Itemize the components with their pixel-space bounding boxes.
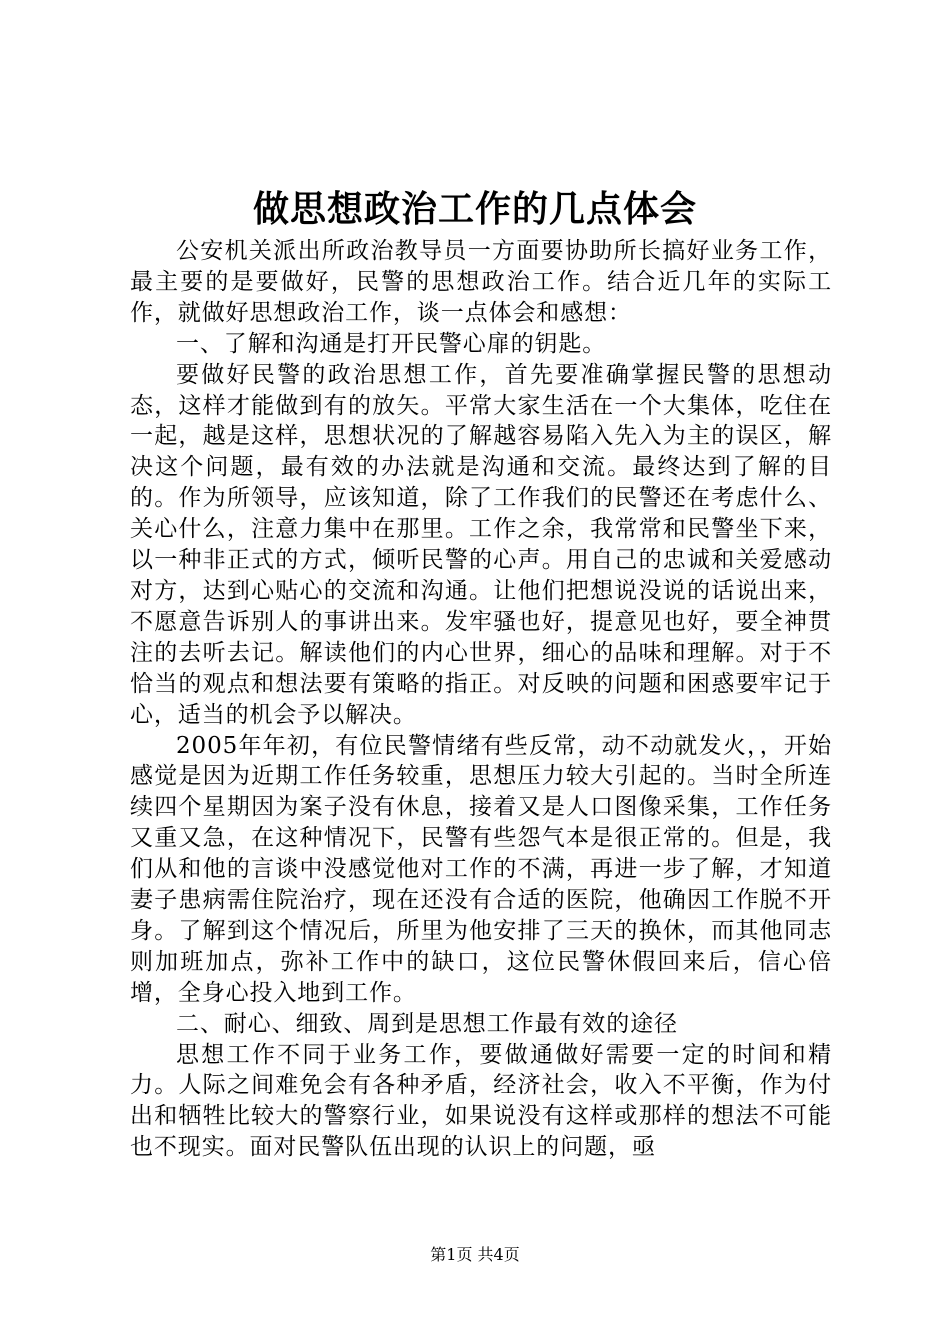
document-title: 做思想政治工作的几点体会 [252, 188, 697, 230]
body-paragraph: 思想工作不同于业务工作，要做通做好需要一定的时间和精力。人际之间难免会有各种矛盾，经济社会，收入不平衡，作为付出和牺牲比较大的警察行业，如果说没有这样或那样的想法不可能也不现实。面对民警队伍出现的认识上的问题，亟 [130, 1041, 832, 1161]
section-heading-2: 二、耐心、细致、周到是思想工作最有效的途径 [176, 1010, 678, 1037]
intro-paragraph: 公安机关派出所政治教导员一方面要协助所长搞好业务工作，最主要的是要做好，民警的思想政治工作。结合近几年的实际工作，就做好思想政治工作，谈一点体会和感想： [130, 238, 832, 326]
body-paragraph: 要做好民警的政治思想工作，首先要准确掌握民警的思想动态，这样才能做到有的放矢。平常大家生活在一个大集体，吃住在一起，越是这样，思想状况的了解越容易陷入先入为主的误区，解决这个问题，最有效的办法就是沟通和交流。最终达到了解的目的。作为所领导，应该知道，除了工作我们的民警还在考虑什么、关心什么，注意力集中在那里。工作之余，我常常和民警坐下来，以一种非正式的方式，倾听民警的心声。用自己的忠诚和关爱感动对方，达到心贴心的交流和沟通。让他们把想说没说的话说出来，不愿意告诉别人的事讲出来。发牢骚也好，提意见也好，要全神贯注的去听去记。解读他们的内心世界，细心的品味和理解。对于不恰当的观点和想法要有策略的指正。对反映的问题和困惑要牢记于心，适当的机会予以解决。 [130, 361, 832, 728]
section-heading-1: 一、了解和沟通是打开民警心扉的钥匙。 [176, 330, 607, 357]
body-paragraph: 2005年年初，有位民警情绪有些反常，动不动就发火，，开始感觉是因为近期工作任务较重，思想压力较大引起的。当时全所连续四个星期因为案子没有休息，接着又是人口图像采集，工作任务又重又急，在这种情况下，民警有些怨气本是很正常的。但是，我们从和他的言谈中没感觉他对工作的不满，再进一步了解，才知道妻子患病需住院治疗，现在还没有合适的医院，他确因工作脱不开身。了解到这个情况后，所里为他安排了三天的换休，而其他同志则加班加点，弥补工作中的缺口，这位民警休假回来后，信心倍增，全身心投入地到工作。 [130, 732, 832, 1006]
page-footer: 第1页 共4页 [430, 1245, 520, 1264]
document-body [130, 236, 832, 1163]
